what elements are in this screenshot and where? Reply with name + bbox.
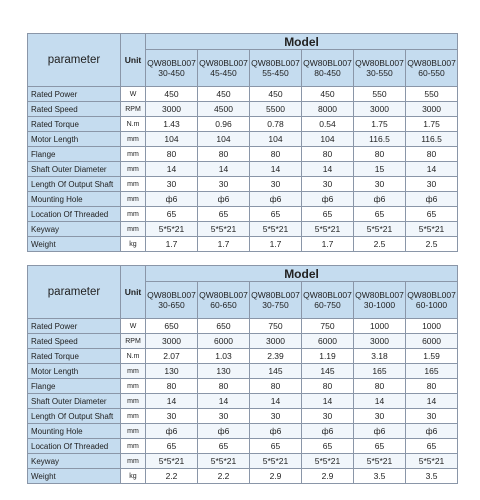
- value-cell: 5500: [250, 102, 302, 117]
- value-cell: 550: [406, 87, 458, 102]
- value-cell: 3000: [406, 102, 458, 117]
- model-name-cell: [198, 282, 250, 319]
- model-header: Model: [146, 266, 458, 282]
- unit-cell: N.m: [121, 117, 146, 132]
- value-cell: 80: [302, 147, 354, 162]
- value-cell: 450: [250, 87, 302, 102]
- value-cell: 30: [146, 177, 198, 192]
- table-row: [28, 132, 458, 147]
- value-cell: 15: [354, 162, 406, 177]
- parameter-header: parameter: [28, 266, 121, 319]
- parameter-label: Location Of Threaded: [28, 207, 121, 222]
- model-name-cell: [198, 50, 250, 87]
- value-cell: 80: [146, 379, 198, 394]
- value-cell: 450: [198, 87, 250, 102]
- model-name-cell: [146, 282, 198, 319]
- value-cell: 5*5*21: [146, 454, 198, 469]
- model-name-cell: [146, 50, 198, 87]
- value-cell: 3.5: [406, 469, 458, 484]
- model-series: QW80BL007: [147, 58, 196, 68]
- model-series: QW80BL007: [407, 290, 456, 300]
- model-variant: 30-550: [366, 68, 393, 78]
- value-cell: 5*5*21: [302, 454, 354, 469]
- model-series: QW80BL007: [199, 58, 248, 68]
- unit-cell: kg: [121, 237, 146, 252]
- value-cell: 1.59: [406, 349, 458, 364]
- unit-cell: mm: [121, 207, 146, 222]
- value-cell: 2.2: [146, 469, 198, 484]
- value-cell: 14: [250, 162, 302, 177]
- value-cell: 80: [354, 147, 406, 162]
- parameter-label: Keyway: [28, 222, 121, 237]
- value-cell: 65: [146, 439, 198, 454]
- value-cell: 14: [406, 394, 458, 409]
- model-name-cell: [354, 282, 406, 319]
- parameter-label: Rated Power: [28, 319, 121, 334]
- value-cell: 104: [198, 132, 250, 147]
- value-cell: 65: [250, 439, 302, 454]
- value-cell: 30: [250, 177, 302, 192]
- value-cell: 5*5*21: [302, 222, 354, 237]
- value-cell: 5*5*21: [250, 222, 302, 237]
- model-header: Model: [146, 34, 458, 50]
- table-row: [28, 237, 458, 252]
- spec-table-2: [27, 265, 458, 484]
- parameter-label: Motor Length: [28, 364, 121, 379]
- model-series: QW80BL007: [303, 58, 352, 68]
- value-cell: 1.7: [250, 237, 302, 252]
- value-cell: ф6: [146, 192, 198, 207]
- value-cell: 1.7: [198, 237, 250, 252]
- value-cell: 2.07: [146, 349, 198, 364]
- model-name-cell: [302, 282, 354, 319]
- value-cell: 14: [302, 394, 354, 409]
- value-cell: 5*5*21: [354, 222, 406, 237]
- table-row: [28, 102, 458, 117]
- parameter-label: Weight: [28, 237, 121, 252]
- value-cell: 65: [198, 439, 250, 454]
- value-cell: 6000: [406, 334, 458, 349]
- table-row: [28, 409, 458, 424]
- unit-cell: mm: [121, 177, 146, 192]
- parameter-label: Motor Length: [28, 132, 121, 147]
- value-cell: ф6: [406, 424, 458, 439]
- table-row: [28, 439, 458, 454]
- value-cell: 65: [354, 207, 406, 222]
- value-cell: 0.78: [250, 117, 302, 132]
- model-variant: 30-1000: [363, 300, 396, 310]
- value-cell: 2.39: [250, 349, 302, 364]
- unit-cell: N.m: [121, 349, 146, 364]
- value-cell: 750: [250, 319, 302, 334]
- value-cell: 1.03: [198, 349, 250, 364]
- unit-cell: RPM: [121, 334, 146, 349]
- value-cell: 1.43: [146, 117, 198, 132]
- unit-cell: mm: [121, 147, 146, 162]
- value-cell: 1000: [354, 319, 406, 334]
- value-cell: 6000: [198, 334, 250, 349]
- model-variant: 60-1000: [415, 300, 448, 310]
- value-cell: 0.96: [198, 117, 250, 132]
- value-cell: ф6: [198, 192, 250, 207]
- value-cell: 30: [198, 409, 250, 424]
- value-cell: 30: [354, 177, 406, 192]
- unit-cell: mm: [121, 409, 146, 424]
- value-cell: 65: [406, 439, 458, 454]
- unit-cell: kg: [121, 469, 146, 484]
- table-row: [28, 334, 458, 349]
- unit-cell: mm: [121, 439, 146, 454]
- table-row: [28, 177, 458, 192]
- model-name-cell: [250, 282, 302, 319]
- value-cell: 165: [406, 364, 458, 379]
- unit-cell: mm: [121, 192, 146, 207]
- value-cell: 30: [406, 177, 458, 192]
- table-row: [28, 117, 458, 132]
- value-cell: ф6: [250, 424, 302, 439]
- model-series: QW80BL007: [199, 290, 248, 300]
- value-cell: 30: [250, 409, 302, 424]
- model-variant: 55-450: [262, 68, 289, 78]
- value-cell: 3000: [354, 102, 406, 117]
- parameter-label: Mounting Hole: [28, 192, 121, 207]
- value-cell: 116.5: [354, 132, 406, 147]
- value-cell: 65: [302, 207, 354, 222]
- value-cell: 3000: [250, 334, 302, 349]
- model-name-cell: [406, 50, 458, 87]
- unit-cell: mm: [121, 162, 146, 177]
- value-cell: 130: [198, 364, 250, 379]
- parameter-label: Mounting Hole: [28, 424, 121, 439]
- value-cell: 1.75: [406, 117, 458, 132]
- unit-cell: mm: [121, 424, 146, 439]
- parameter-label: Length Of Output Shaft: [28, 177, 121, 192]
- unit-cell: mm: [121, 132, 146, 147]
- value-cell: 14: [146, 394, 198, 409]
- value-cell: 1.19: [302, 349, 354, 364]
- value-cell: 0.54: [302, 117, 354, 132]
- value-cell: 1.7: [302, 237, 354, 252]
- value-cell: 145: [302, 364, 354, 379]
- parameter-label: Shaft Outer Diameter: [28, 162, 121, 177]
- model-variant: 60-550: [418, 68, 445, 78]
- parameter-label: Weight: [28, 469, 121, 484]
- value-cell: 2.2: [198, 469, 250, 484]
- value-cell: 80: [406, 147, 458, 162]
- value-cell: 1000: [406, 319, 458, 334]
- header-row: [28, 34, 458, 50]
- value-cell: 165: [354, 364, 406, 379]
- parameter-label: Rated Torque: [28, 117, 121, 132]
- value-cell: 80: [406, 379, 458, 394]
- value-cell: 650: [198, 319, 250, 334]
- parameter-label: Length Of Output Shaft: [28, 409, 121, 424]
- value-cell: 3000: [354, 334, 406, 349]
- model-variant: 60-650: [210, 300, 237, 310]
- model-name-cell: [250, 50, 302, 87]
- value-cell: 80: [302, 379, 354, 394]
- value-cell: 80: [250, 147, 302, 162]
- value-cell: 30: [354, 409, 406, 424]
- value-cell: 5*5*21: [354, 454, 406, 469]
- value-cell: 14: [250, 394, 302, 409]
- model-series: QW80BL007: [355, 290, 404, 300]
- value-cell: 650: [146, 319, 198, 334]
- value-cell: 1.75: [354, 117, 406, 132]
- value-cell: 8000: [302, 102, 354, 117]
- model-series: QW80BL007: [303, 290, 352, 300]
- unit-cell: mm: [121, 379, 146, 394]
- value-cell: 5*5*21: [198, 222, 250, 237]
- value-cell: 80: [146, 147, 198, 162]
- value-cell: 65: [302, 439, 354, 454]
- value-cell: 3000: [146, 102, 198, 117]
- parameter-label: Rated Torque: [28, 349, 121, 364]
- model-series: QW80BL007: [355, 58, 404, 68]
- model-variant: 80-450: [314, 68, 341, 78]
- value-cell: 5*5*21: [406, 454, 458, 469]
- table-row: [28, 192, 458, 207]
- value-cell: 14: [146, 162, 198, 177]
- value-cell: 130: [146, 364, 198, 379]
- value-cell: 5*5*21: [250, 454, 302, 469]
- header-row: [28, 266, 458, 282]
- parameter-header: parameter: [28, 34, 121, 87]
- value-cell: 550: [354, 87, 406, 102]
- parameter-label: Rated Speed: [28, 334, 121, 349]
- unit-cell: W: [121, 87, 146, 102]
- value-cell: 2.9: [250, 469, 302, 484]
- unit-header: Unit: [121, 266, 146, 319]
- value-cell: 80: [198, 379, 250, 394]
- unit-cell: mm: [121, 222, 146, 237]
- table-row: [28, 379, 458, 394]
- value-cell: 3.18: [354, 349, 406, 364]
- value-cell: 14: [302, 162, 354, 177]
- model-variant: 30-450: [158, 68, 185, 78]
- value-cell: 30: [198, 177, 250, 192]
- table-row: [28, 364, 458, 379]
- value-cell: 104: [146, 132, 198, 147]
- value-cell: 2.5: [354, 237, 406, 252]
- table-row: [28, 349, 458, 364]
- value-cell: 30: [302, 177, 354, 192]
- value-cell: ф6: [250, 192, 302, 207]
- value-cell: 80: [250, 379, 302, 394]
- unit-cell: mm: [121, 394, 146, 409]
- value-cell: 30: [146, 409, 198, 424]
- value-cell: 14: [354, 394, 406, 409]
- table-row: [28, 207, 458, 222]
- value-cell: 65: [198, 207, 250, 222]
- value-cell: 2.9: [302, 469, 354, 484]
- value-cell: 14: [406, 162, 458, 177]
- value-cell: 6000: [302, 334, 354, 349]
- value-cell: 104: [302, 132, 354, 147]
- model-variant: 60-750: [314, 300, 341, 310]
- value-cell: 5*5*21: [406, 222, 458, 237]
- value-cell: 145: [250, 364, 302, 379]
- parameter-label: Flange: [28, 379, 121, 394]
- value-cell: 5*5*21: [198, 454, 250, 469]
- parameter-label: Flange: [28, 147, 121, 162]
- value-cell: 450: [146, 87, 198, 102]
- model-name-cell: [354, 50, 406, 87]
- value-cell: 65: [146, 207, 198, 222]
- model-series: QW80BL007: [251, 58, 300, 68]
- value-cell: ф6: [406, 192, 458, 207]
- value-cell: 80: [354, 379, 406, 394]
- value-cell: 5*5*21: [146, 222, 198, 237]
- table-row: [28, 424, 458, 439]
- parameter-label: Keyway: [28, 454, 121, 469]
- value-cell: 30: [406, 409, 458, 424]
- value-cell: 116.5: [406, 132, 458, 147]
- value-cell: 65: [354, 439, 406, 454]
- spec-table-1: [27, 33, 458, 252]
- value-cell: 30: [302, 409, 354, 424]
- table-row: [28, 162, 458, 177]
- table-row: [28, 147, 458, 162]
- value-cell: ф6: [146, 424, 198, 439]
- parameter-label: Rated Power: [28, 87, 121, 102]
- value-cell: 3000: [146, 334, 198, 349]
- value-cell: ф6: [354, 424, 406, 439]
- value-cell: 14: [198, 162, 250, 177]
- model-variant: 30-650: [158, 300, 185, 310]
- value-cell: ф6: [198, 424, 250, 439]
- model-variant: 45-450: [210, 68, 237, 78]
- value-cell: ф6: [354, 192, 406, 207]
- value-cell: 4500: [198, 102, 250, 117]
- table-row: [28, 222, 458, 237]
- parameter-label: Shaft Outer Diameter: [28, 394, 121, 409]
- value-cell: ф6: [302, 424, 354, 439]
- table-row: [28, 454, 458, 469]
- model-series: QW80BL007: [251, 290, 300, 300]
- model-series: QW80BL007: [407, 58, 456, 68]
- value-cell: 65: [250, 207, 302, 222]
- model-series: QW80BL007: [147, 290, 196, 300]
- parameter-label: Rated Speed: [28, 102, 121, 117]
- value-cell: 2.5: [406, 237, 458, 252]
- unit-header: Unit: [121, 34, 146, 87]
- model-name-cell: [406, 282, 458, 319]
- value-cell: ф6: [302, 192, 354, 207]
- unit-cell: W: [121, 319, 146, 334]
- table-row: [28, 87, 458, 102]
- value-cell: 14: [198, 394, 250, 409]
- value-cell: 750: [302, 319, 354, 334]
- table-row: [28, 319, 458, 334]
- table-row: [28, 469, 458, 484]
- value-cell: 65: [406, 207, 458, 222]
- table-row: [28, 394, 458, 409]
- parameter-label: Location Of Threaded: [28, 439, 121, 454]
- value-cell: 104: [250, 132, 302, 147]
- unit-cell: mm: [121, 454, 146, 469]
- model-name-cell: [302, 50, 354, 87]
- model-variant: 30-750: [262, 300, 289, 310]
- value-cell: 450: [302, 87, 354, 102]
- value-cell: 1.7: [146, 237, 198, 252]
- value-cell: 3.5: [354, 469, 406, 484]
- unit-cell: mm: [121, 364, 146, 379]
- unit-cell: RPM: [121, 102, 146, 117]
- value-cell: 80: [198, 147, 250, 162]
